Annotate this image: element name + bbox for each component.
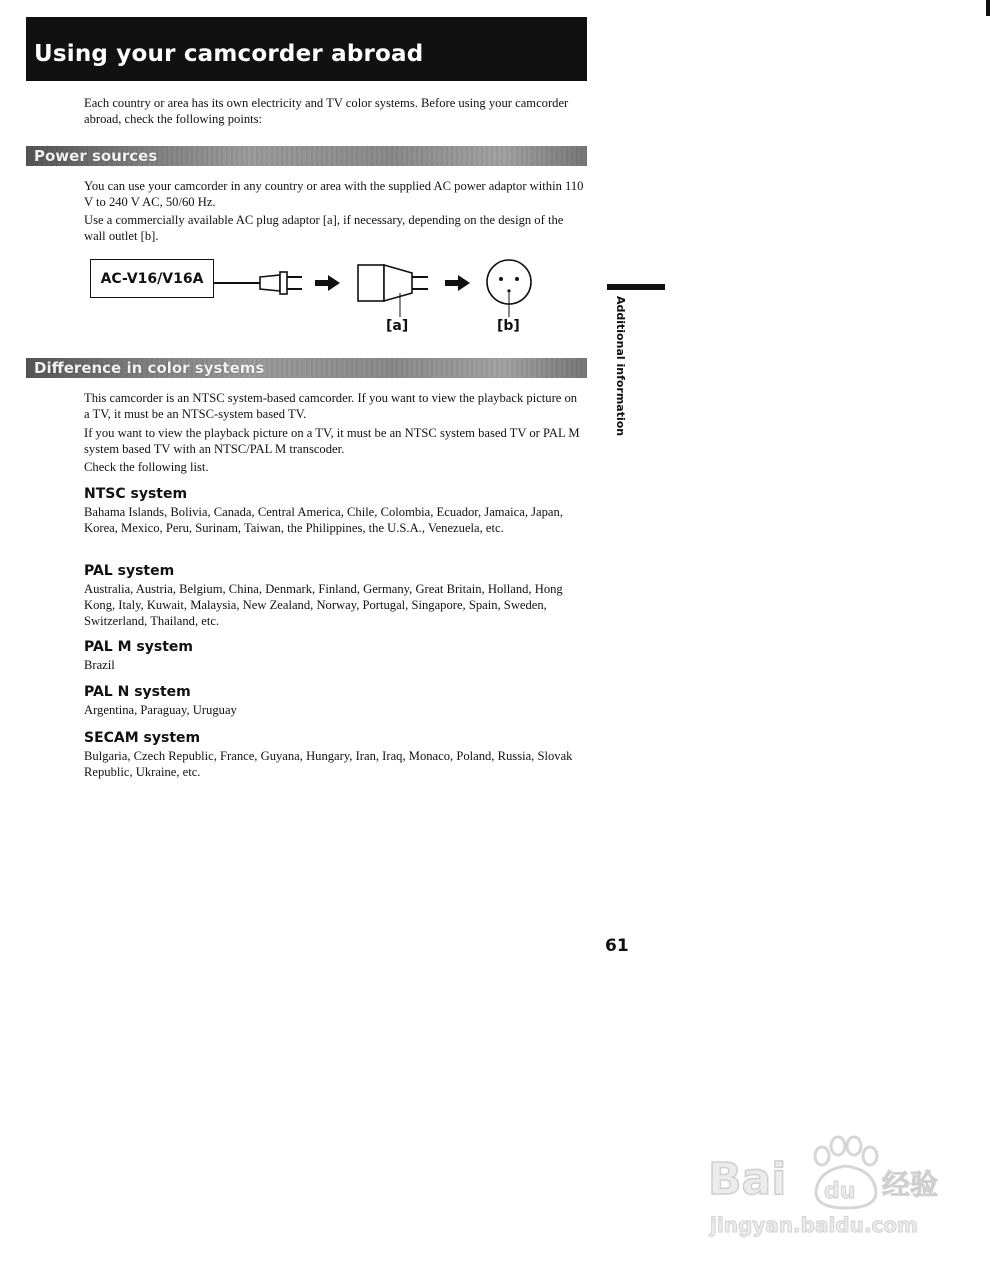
color-paragraph-3: Check the following list. (84, 460, 209, 474)
svg-text:du: du (824, 1179, 856, 1204)
svg-text:经验: 经验 (882, 1168, 939, 1201)
side-section-label: Additional information (614, 296, 627, 437)
section-title-color: Difference in color systems (34, 359, 265, 377)
system-heading-pal-n: PAL N system (84, 684, 191, 700)
power-paragraph-2: Use a commercially available AC plug adaptor [a], if necessary, depending on the design of the wall outlet [b]. (84, 213, 564, 243)
page-number: 61 (605, 936, 629, 956)
color-paragraph-2: If you want to view the playback picture on a TV, it must be an NTSC system based TV or PAL M system based TV with an NTSC/PAL M transcoder. (84, 426, 580, 456)
system-countries-pal: Australia, Austria, Belgium, China, Denmark, Finland, Germany, Great Britain, Holland, Hong Kong, Italy, Kuwait, Malaysia, New Zealand, Norway, Portugal, Singapore, Spain, Sweden, Switzerland, Thailand, etc. (84, 582, 563, 628)
system-heading-pal-m: PAL M system (84, 639, 193, 655)
color-paragraph-1: This camcorder is an NTSC system-based camcorder. If you want to view the playback picture on a TV, it must be an NTSC-system based TV. (84, 391, 578, 421)
wall-outlet-icon (487, 260, 531, 317)
section-title-power: Power sources (34, 147, 158, 165)
page-edge-mark (986, 0, 990, 16)
plug-diagram-graphic (90, 255, 550, 345)
power-paragraph-1: You can use your camcorder in any country or area with the supplied AC power adaptor within 110 V to 240 V AC, 50/60 Hz. (84, 179, 584, 209)
plug-adaptor-icon (358, 265, 428, 317)
svg-text:jingyan.baidu.com: jingyan.baidu.com (710, 1213, 918, 1237)
intro-text: Each country or area has its own electricity and TV color systems. Before using your camcorder abroad, check the following points: (84, 96, 569, 126)
system-countries-secam: Bulgaria, Czech Republic, France, Guyana, Hungary, Iran, Iraq, Monaco, Poland, Russia, Slovak Republic, Ukraine, etc. (84, 749, 573, 779)
section-bar-power (26, 146, 587, 166)
plug-adaptor-diagram (90, 255, 550, 345)
plug-body-icon (260, 275, 280, 291)
callout-b: [b] (497, 318, 520, 334)
watermark-logo (706, 1132, 946, 1242)
arrow-right-icon (445, 275, 470, 291)
baidu-paw-icon (706, 1132, 946, 1242)
page-title: Using your camcorder abroad (34, 41, 424, 67)
ac-adaptor-box: AC-V16/V16A (90, 259, 214, 298)
callout-a: [a] (386, 318, 409, 334)
arrow-right-icon (315, 275, 340, 291)
section-bar-color (26, 358, 587, 378)
system-countries-ntsc: Bahama Islands, Bolivia, Canada, Central America, Chile, Colombia, Ecuador, Jamaica, Japan, Korea, Mexico, Peru, Surinam, Taiwan, the Philippines, the U.S.A., Venezuela, etc. (84, 505, 563, 535)
system-heading-secam: SECAM system (84, 730, 201, 746)
system-heading-pal: PAL system (84, 563, 175, 579)
system-countries-pal-n: Argentina, Paraguay, Uruguay (84, 703, 237, 717)
svg-text:Bai: Bai (708, 1154, 787, 1205)
side-tab-marker (607, 284, 665, 290)
system-countries-pal-m: Brazil (84, 658, 115, 672)
title-bar (26, 17, 587, 81)
system-heading-ntsc: NTSC system (84, 486, 188, 502)
